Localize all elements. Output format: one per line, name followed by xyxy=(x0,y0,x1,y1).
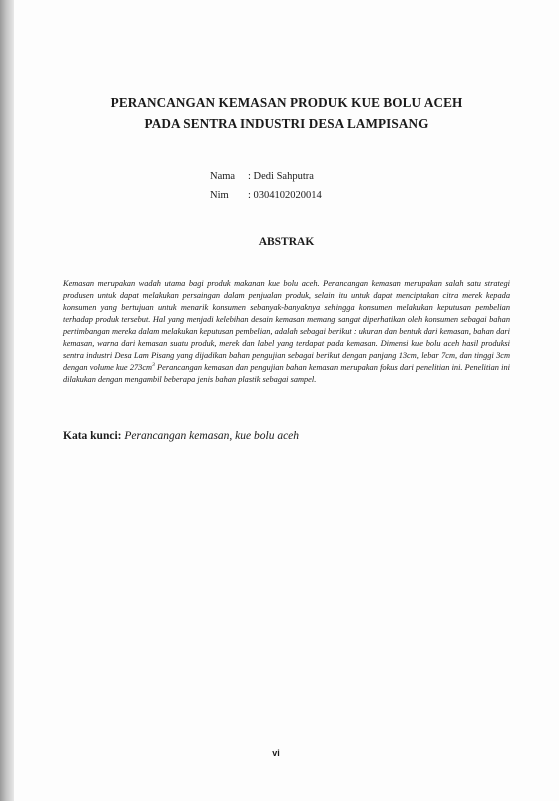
keywords-label: Kata kunci: xyxy=(63,430,122,442)
document-title xyxy=(54,92,519,134)
keywords-line xyxy=(63,430,510,442)
abstract-text-part-2: Perancangan kemasan dan pengujian bahan kemasan merupakan fokus dari penelitian ini. Penelitian ini dilakukan dengan mengambil beberapa jenis bahan plastik sebagai sampel. xyxy=(63,362,510,384)
page-number: vi xyxy=(272,748,280,758)
author-name-label: Nama xyxy=(210,171,236,182)
author-name-row xyxy=(210,170,314,184)
author-nim-label: Nim xyxy=(210,190,229,201)
author-name-value: : Dedi Sahputra xyxy=(248,171,314,182)
scan-binding-edge xyxy=(0,0,14,801)
abstract-body xyxy=(63,278,510,386)
abstract-heading: ABSTRAK xyxy=(258,236,315,248)
title-line-2: PADA SENTRA INDUSTRI DESA LAMPISANG xyxy=(144,116,429,131)
abstract-superscript: 3 xyxy=(152,361,155,368)
author-nim-row xyxy=(210,189,322,203)
abstract-text-part-1: Kemasan merupakan wadah utama bagi produk makanan kue bolu aceh. Perancangan kemasan merupakan salah satu strategi produsen untuk dapat melakukan persaingan dalam penjualan produk, selain itu untuk dapat menciptakan citra merek kepada konsumen yang bertujuan untuk menarik konsumen sebanyak-banyaknya sehingga konsumen melakukan keputusan pembelian terhadap produk tersebut. Hal yang menjadi kelebihan desain kemasan memang sangat diperhatikan oleh konsumen sebagai bahan pertimbangan mereka dalam melakukan keputusan pembelian, adalah sebagai berikut : ukuran dan bentuk dari kemasan, bahan dari kemasan, warna dari kemasan suatu produk, merek dan label yang terdapat pada kemasan. Dimensi kue bolu aceh hasil produksi sentra industri Desa Lam Pisang yang dijadikan bahan pengujian sebagai berikut dengan panjang 13cm, lebar 7cm, dan tinggi 3cm dengan volume kue 273cm xyxy=(63,279,510,372)
author-nim-value: : 0304102020014 xyxy=(248,190,322,201)
document-page xyxy=(14,0,559,801)
keywords-value: Perancangan kemasan, kue bolu aceh xyxy=(124,430,300,442)
title-line-1: PERANCANGAN KEMASAN PRODUK KUE BOLU ACEH xyxy=(110,95,463,110)
